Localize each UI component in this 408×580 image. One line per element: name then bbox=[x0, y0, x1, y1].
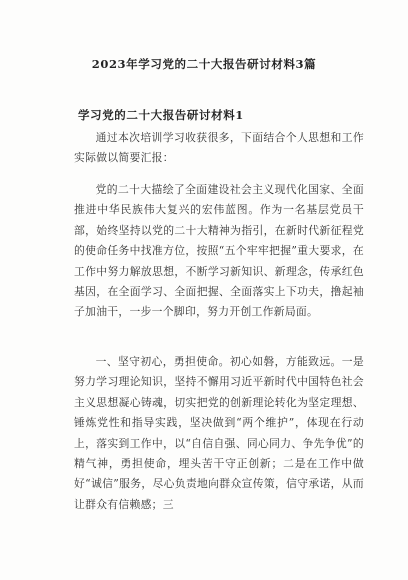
paragraph-overview: 党的二十大描绘了全面建设社会主义现代化国家、全面推进中华民族伟大复兴的宏伟蓝图。作为一名基层党员干部，始终坚持以党的二十大精神为指引，在新时代新征程党的使命任务中找准方位，按照“五个牢牢把握”重大要求，在工作中努力解放思想，不断学习新知识、新理念，传承红色基因，在全面学习、全面把握、全面落实上下功夫，撸起袖子加油干，一步一个脚印，努力开创工作新局面。 bbox=[74, 183, 364, 319]
paragraph-point-one: 一、坚守初心，勇担使命。初心如磐，方能致远。一是努力学习理论知识，坚持不懈用习近平新时代中国特色社会主义思想凝心铸魂，切实把党的创新理论转化为坚定理想、锤炼党性和指导实践，坚决做到“两个维护”，体现在行动上，落实到工作中，以“自信自强、同心同力、争先争优”的精气神，勇担使命，埋头苦干守正创新；二是在工作中做好“诚信”服务，尽心负责地向群众宣传策，信守承诺，从而让群众有信赖感；三 bbox=[74, 355, 364, 511]
section-heading: 学习党的二十大报告研讨材料1 bbox=[78, 108, 244, 122]
document-title: 2023年学习党的二十大报告研讨材料3篇 bbox=[91, 57, 317, 71]
paragraph-intro: 通过本次培训学习收获很多，下面结合个人思想和工作实际做以简要汇报： bbox=[74, 131, 364, 165]
